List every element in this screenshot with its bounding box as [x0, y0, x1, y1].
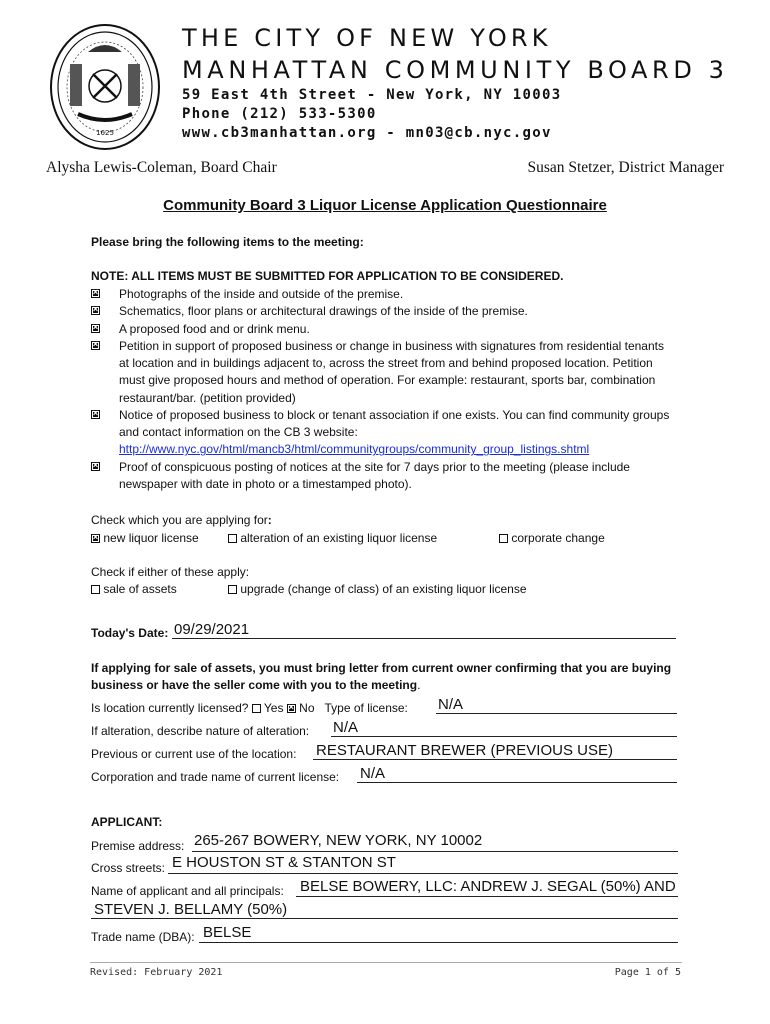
option-upgrade: upgrade (change of class) of an existing liquor license [228, 581, 527, 598]
licensed-question: Is location currently licensed? Yes × No Type of license: [91, 701, 408, 715]
date-field[interactable]: 09/29/2021 [174, 621, 250, 638]
checklist-item: × Notice of proposed business to block or tenant association if one exists. You can find community groups and contact information on the CB 3 website: http://www.nyc.gov/html/mancb3/html/communitygroups/community_group_listings.shtml [91, 407, 671, 459]
premise-label: Premise address: [91, 839, 185, 853]
corp-name-label: Corporation and trade name of current license: [91, 770, 340, 784]
bring-items-heading: Please bring the following items to the meeting: [91, 235, 364, 249]
checklist-item: × Proof of conspicuous posting of notices at the site for 7 days prior to the meeting (please include newspaper with date in photo or a timestamped photo). [91, 459, 671, 493]
city-seal-icon [48, 22, 162, 152]
checkbox-checked-icon[interactable] [91, 410, 100, 419]
checkbox-checked-icon[interactable] [287, 704, 296, 713]
principals-label: Name of applicant and all principals: [91, 884, 284, 898]
checklist-item: × Photographs of the inside and outside of the premise. [91, 286, 671, 303]
revised-date: Revised: February 2021 [90, 967, 223, 978]
either-apply-prompt: Check if either of these apply: [91, 565, 250, 579]
city-seal [48, 22, 162, 152]
cross-streets-field[interactable]: E HOUSTON ST & STANTON ST [172, 854, 396, 871]
principals-field[interactable]: BELSE BOWERY, LLC: ANDREW J. SEGAL (50%) AND [300, 878, 676, 895]
checkbox-checked-icon[interactable] [91, 324, 100, 333]
header-web: www.cb3manhattan.org - mn03@cb.nyc.gov [182, 125, 552, 141]
alteration-field[interactable]: N/A [333, 719, 359, 736]
checkbox-checked-icon[interactable] [91, 289, 100, 298]
dba-line[interactable] [199, 942, 678, 943]
sale-of-assets-notice: If applying for sale of assets, you must bring letter from current owner confirming that you are buying business or have the seller come with you to the meeting. [91, 661, 672, 692]
applicant-heading: APPLICANT: [91, 815, 163, 829]
option-corporate-change: corporate change [499, 530, 605, 547]
footer-divider [90, 962, 682, 963]
district-manager: Susan Stetzer, District Manager [527, 159, 724, 176]
community-groups-link[interactable]: http://www.nyc.gov/html/mancb3/html/communitygroups/community_group_listings.shtml [119, 442, 590, 457]
principals-field-cont[interactable]: STEVEN J. BELLAMY (50%) [94, 901, 288, 918]
page-title: Community Board 3 Liquor License Application Questionnaire [163, 197, 607, 214]
principals-line-2[interactable] [91, 918, 678, 919]
header-address: 59 East 4th Street - New York, NY 10003 [182, 87, 562, 103]
alteration-line[interactable] [331, 736, 677, 737]
checkbox-checked-icon[interactable] [91, 341, 100, 350]
svg-text:1625: 1625 [96, 129, 114, 137]
applying-for-prompt: Check which you are applying for: [91, 513, 272, 527]
license-type-line[interactable] [436, 713, 677, 714]
header-phone: Phone (212) 533-5300 [182, 106, 377, 122]
dba-field[interactable]: BELSE [203, 924, 252, 941]
corp-name-field[interactable]: N/A [360, 765, 386, 782]
previous-use-field[interactable]: RESTAURANT BREWER (PREVIOUS USE) [316, 742, 613, 759]
checkbox-icon[interactable] [228, 534, 237, 543]
dba-label: Trade name (DBA): [91, 930, 195, 944]
cross-streets-line[interactable] [168, 873, 678, 874]
previous-use-label: Previous or current use of the location: [91, 747, 297, 761]
option-new-license: × new liquor license [91, 530, 199, 547]
principals-line[interactable] [296, 896, 678, 897]
checklist-item: × Schematics, floor plans or architectural drawings of the inside of the premise. [91, 303, 671, 320]
corp-name-line[interactable] [357, 782, 677, 783]
checkbox-icon[interactable] [228, 585, 237, 594]
header-board-title: MANHATTAN COMMUNITY BOARD 3 [182, 56, 729, 84]
license-type-field[interactable]: N/A [438, 696, 464, 713]
board-chair: Alysha Lewis-Coleman, Board Chair [46, 159, 277, 176]
checklist-item: × Petition in support of proposed business or change in business with signatures from residential tenants at location and in buildings adjacent to, across the street from and behind proposed location. Petition must give proposed hours and method of operation. For example: restaurant, sports bar, combination restaurant/bar. (petition provided) [91, 338, 671, 407]
checkbox-icon[interactable] [91, 585, 100, 594]
option-alteration: alteration of an existing liquor license [228, 530, 437, 547]
premise-line[interactable] [192, 851, 678, 852]
checkbox-checked-icon[interactable] [91, 306, 100, 315]
checkbox-icon[interactable] [499, 534, 508, 543]
date-field-line[interactable] [172, 638, 676, 639]
note-heading: NOTE: ALL ITEMS MUST BE SUBMITTED FOR APPLICATION TO BE CONSIDERED. [91, 269, 564, 283]
premise-address-field[interactable]: 265-267 BOWERY, NEW YORK, NY 10002 [194, 832, 483, 849]
previous-use-line[interactable] [313, 759, 677, 760]
header-city-title: THE CITY OF NEW YORK [182, 24, 552, 52]
checklist-item: × A proposed food and or drink menu. [91, 321, 671, 338]
cross-streets-label: Cross streets: [91, 861, 166, 875]
checkbox-checked-icon[interactable] [91, 462, 100, 471]
checkbox-checked-icon[interactable] [91, 534, 100, 543]
checkbox-icon[interactable] [252, 704, 261, 713]
option-sale-of-assets: sale of assets [91, 581, 177, 598]
page-number: Page 1 of 5 [614, 967, 681, 978]
alteration-label: If alteration, describe nature of alteration: [91, 724, 310, 738]
date-label: Today's Date: [91, 626, 169, 640]
